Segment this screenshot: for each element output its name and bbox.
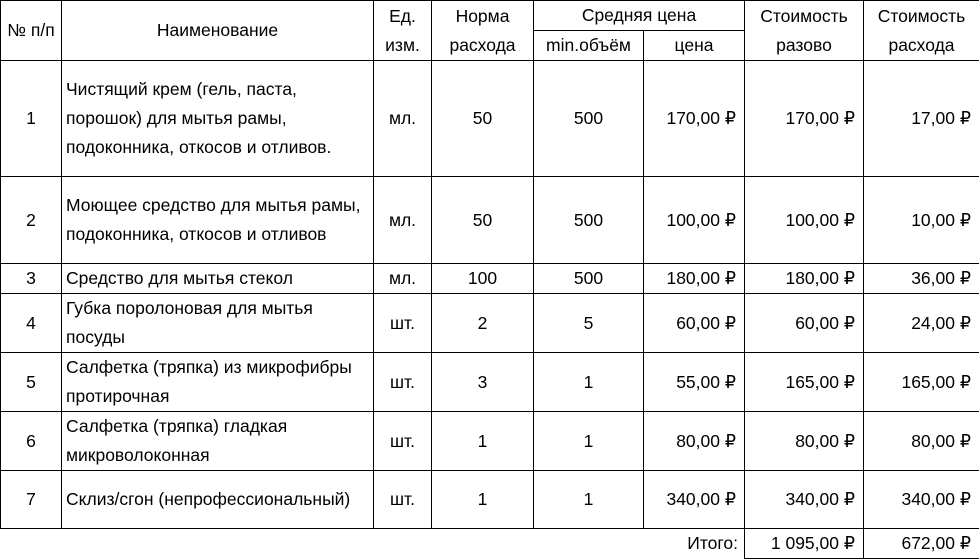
row-name: Губка поролоновая для мытья посуды (62, 294, 374, 353)
row-min-volume: 500 (534, 264, 644, 294)
row-min-volume: 1 (534, 353, 644, 412)
row-norm: 50 (432, 177, 534, 264)
row-cost-usage: 340,00 ₽ (864, 471, 979, 529)
row-num: 3 (1, 264, 62, 294)
header-cost-usage: Стоимость расхода (864, 1, 979, 61)
header-min-volume: min.объём (534, 31, 644, 61)
row-min-volume: 500 (534, 177, 644, 264)
header-norm: Норма расхода (432, 1, 534, 61)
row-cost-once: 170,00 ₽ (745, 61, 864, 177)
row-price: 60,00 ₽ (644, 294, 745, 353)
row-norm: 100 (432, 264, 534, 294)
header-unit: Ед. изм. (374, 1, 432, 61)
header-num: № п/п (1, 1, 62, 61)
row-unit: шт. (374, 294, 432, 353)
row-price: 80,00 ₽ (644, 412, 745, 471)
table-row (1, 353, 979, 412)
table-row (1, 177, 979, 264)
row-num: 6 (1, 412, 62, 471)
row-cost-usage: 80,00 ₽ (864, 412, 979, 471)
row-price: 340,00 ₽ (644, 471, 745, 529)
row-cost-once: 340,00 ₽ (745, 471, 864, 529)
row-norm: 1 (432, 471, 534, 529)
totals-cost-usage: 672,00 ₽ (864, 529, 979, 559)
row-price: 100,00 ₽ (644, 177, 745, 264)
row-unit: шт. (374, 471, 432, 529)
row-unit: мл. (374, 61, 432, 177)
row-cost-usage: 24,00 ₽ (864, 294, 979, 353)
table-row (1, 61, 979, 177)
table-row (1, 412, 979, 471)
row-unit: шт. (374, 353, 432, 412)
row-num: 2 (1, 177, 62, 264)
row-name: Чистящий крем (гель, паста, порошок) для мытья рамы, подоконника, откосов и отливов. (62, 61, 374, 177)
row-name: Салфетка (тряпка) из микрофибры протирочная (62, 353, 374, 412)
header-price: цена (644, 31, 745, 61)
header-cost-once: Стоимость разово (745, 1, 864, 61)
row-num: 4 (1, 294, 62, 353)
row-cost-usage: 36,00 ₽ (864, 264, 979, 294)
row-name: Моющее средство для мытья рамы, подоконника, откосов и отливов (62, 177, 374, 264)
table-row (1, 294, 979, 353)
row-cost-usage: 10,00 ₽ (864, 177, 979, 264)
row-cost-once: 60,00 ₽ (745, 294, 864, 353)
row-cost-usage: 165,00 ₽ (864, 353, 979, 412)
row-num: 1 (1, 61, 62, 177)
row-name: Салфетка (тряпка) гладкая микроволоконная (62, 412, 374, 471)
header-avg-price: Средняя цена (534, 1, 745, 31)
row-price: 180,00 ₽ (644, 264, 745, 294)
header-name: Наименование (62, 1, 374, 61)
row-cost-once: 180,00 ₽ (745, 264, 864, 294)
row-name: Склиз/сгон (непрофессиональный) (62, 471, 374, 529)
row-cost-once: 80,00 ₽ (745, 412, 864, 471)
row-min-volume: 1 (534, 412, 644, 471)
row-unit: мл. (374, 264, 432, 294)
row-unit: шт. (374, 412, 432, 471)
row-cost-once: 100,00 ₽ (745, 177, 864, 264)
row-name: Средство для мытья стекол (62, 264, 374, 294)
totals-cost-once: 1 095,00 ₽ (745, 529, 864, 559)
row-norm: 2 (432, 294, 534, 353)
row-norm: 1 (432, 412, 534, 471)
row-cost-usage: 17,00 ₽ (864, 61, 979, 177)
row-unit: мл. (374, 177, 432, 264)
row-norm: 3 (432, 353, 534, 412)
row-num: 5 (1, 353, 62, 412)
table-row (1, 264, 979, 294)
row-norm: 50 (432, 61, 534, 177)
row-price: 170,00 ₽ (644, 61, 745, 177)
row-min-volume: 5 (534, 294, 644, 353)
row-min-volume: 500 (534, 61, 644, 177)
row-cost-once: 165,00 ₽ (745, 353, 864, 412)
row-price: 55,00 ₽ (644, 353, 745, 412)
row-min-volume: 1 (534, 471, 644, 529)
table-row (1, 471, 979, 529)
row-num: 7 (1, 471, 62, 529)
totals-row (1, 529, 979, 559)
totals-label: Итого: (1, 529, 745, 559)
